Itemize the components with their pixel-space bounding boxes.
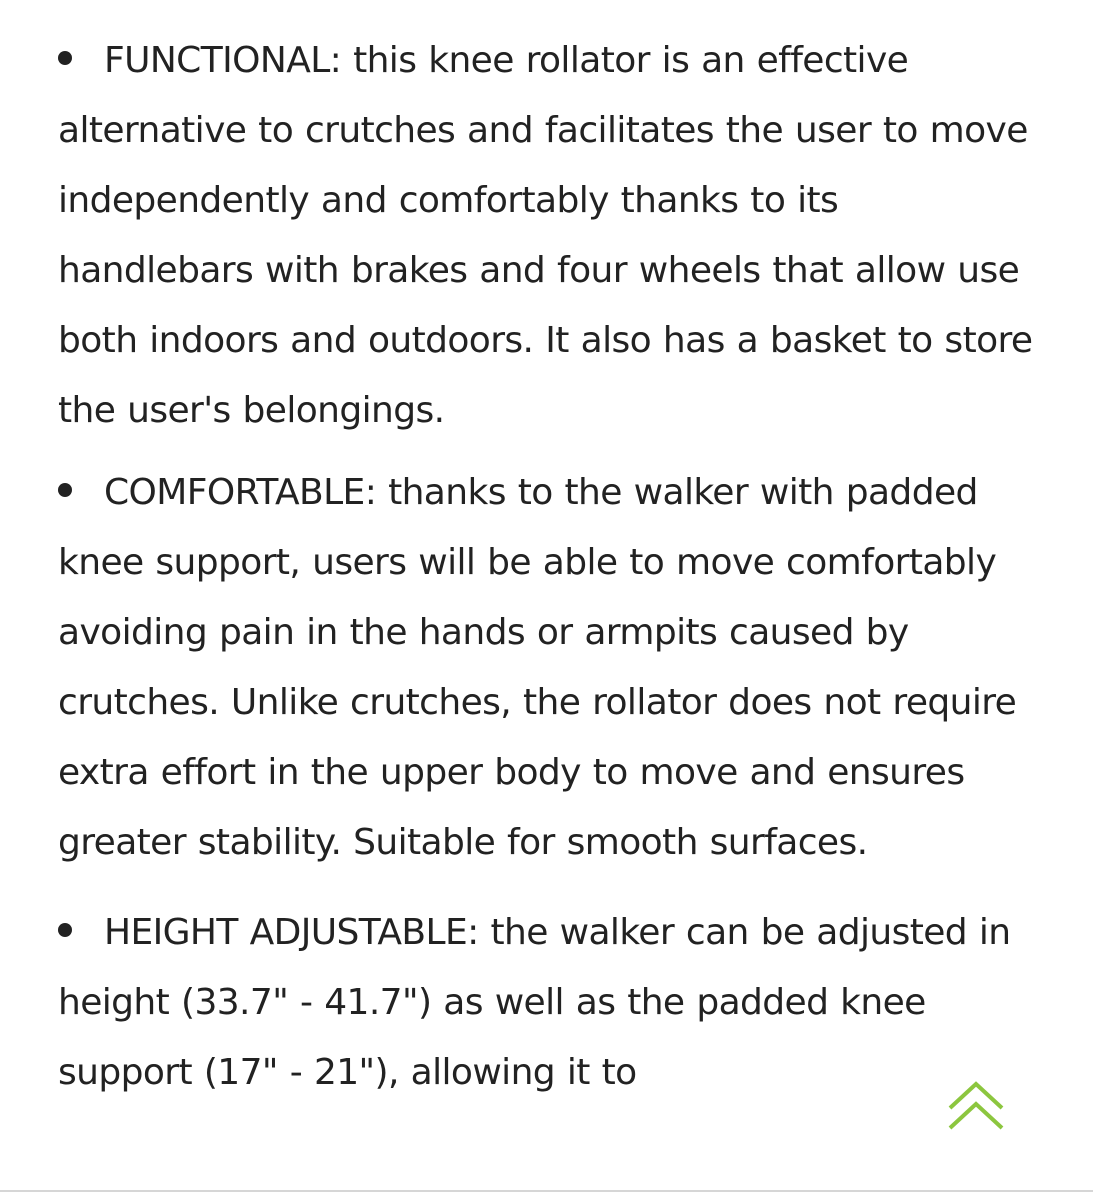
double-chevron-up-icon bbox=[944, 1072, 1008, 1136]
bullet-text: this knee rollator is an effective alternative to crutches and facilitates the user to move independently and comfortably thanks to its handlebars with brakes and four wheels that allow use both indoors and outdoors. It also has a basket to store the user's belongings. bbox=[58, 40, 1033, 431]
bullet-dot bbox=[58, 923, 72, 937]
bullet-height-adjustable bbox=[58, 898, 1038, 1108]
product-description bbox=[58, 26, 1038, 1108]
bullet-functional bbox=[58, 26, 1038, 446]
scroll-to-top-button[interactable] bbox=[944, 1072, 1008, 1136]
bullet-heading: HEIGHT ADJUSTABLE: bbox=[104, 912, 479, 953]
bullet-text: thanks to the walker with padded knee support, users will be able to move comfortably avoiding pain in the hands or armpits caused by crutches. Unlike crutches, the rollator does not require extra effort in the upper body to move and ensures greater stability. Suitable for smooth surfaces. bbox=[58, 472, 1017, 863]
bullet-dot bbox=[58, 51, 72, 65]
bullet-heading: FUNCTIONAL: bbox=[104, 40, 342, 81]
bullet-dot bbox=[58, 483, 72, 497]
bullet-comfortable bbox=[58, 458, 1038, 878]
bullet-heading: COMFORTABLE: bbox=[104, 472, 377, 513]
bottom-divider bbox=[0, 1190, 1093, 1192]
bullet-text: the walker can be adjusted in height (33.7" - 41.7") as well as the padded knee support (17" - 21"), allowing it to bbox=[58, 912, 1011, 1093]
